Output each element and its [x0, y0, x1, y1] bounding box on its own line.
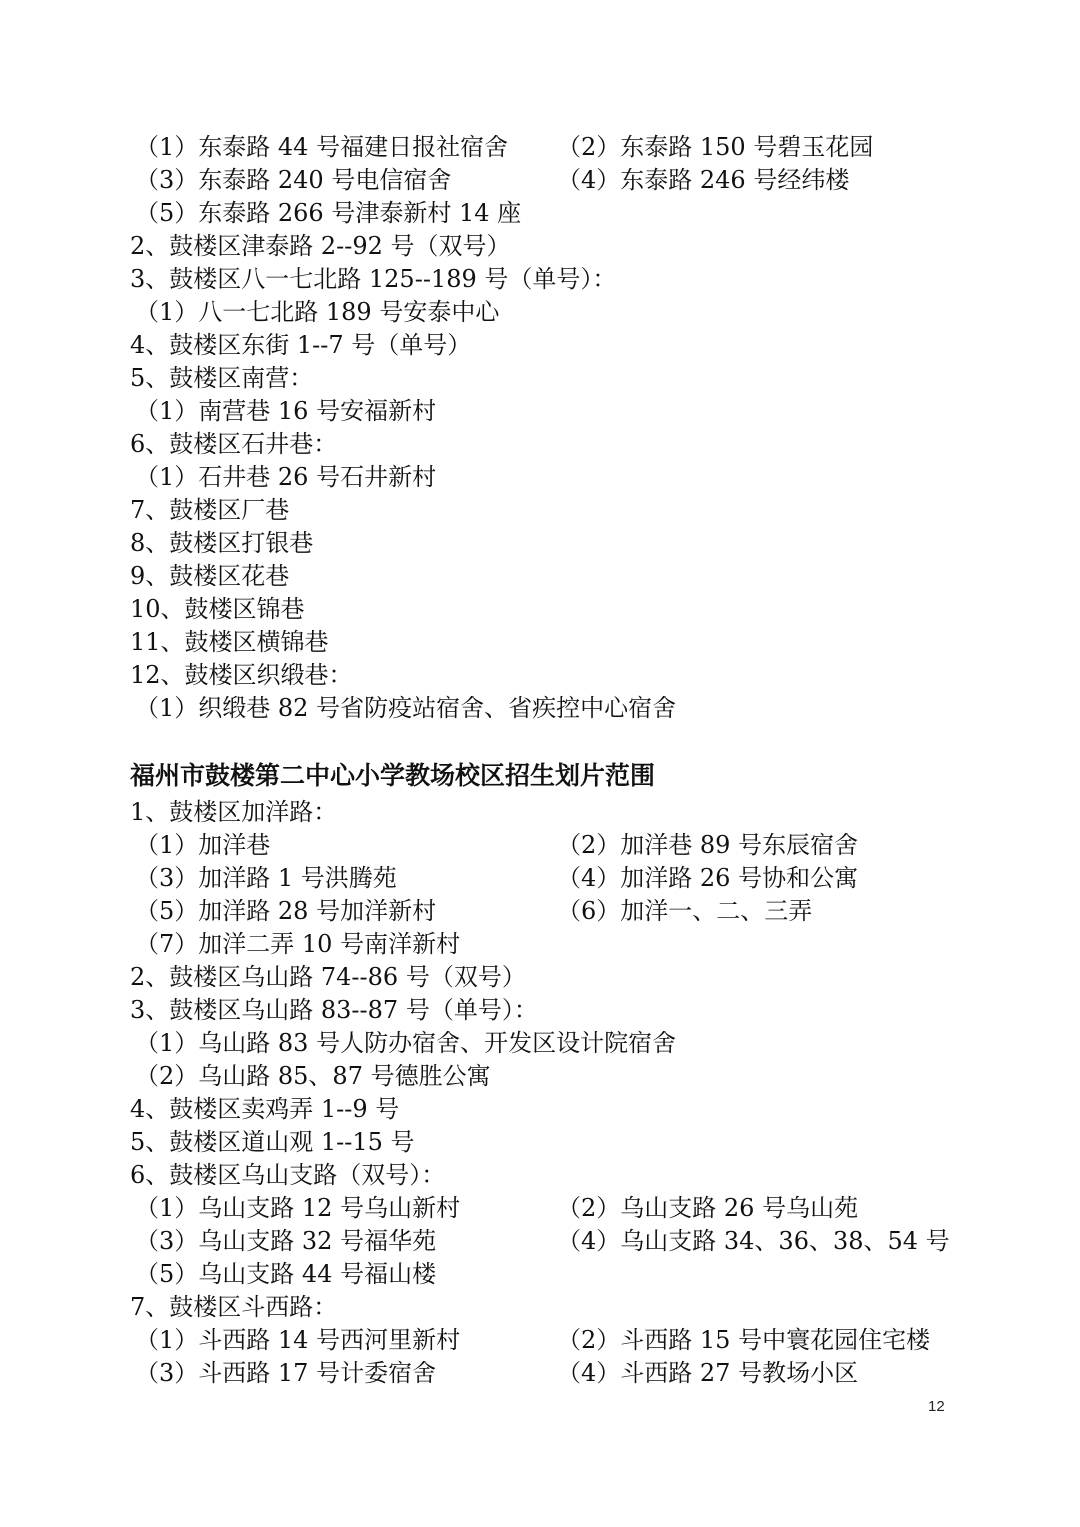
numbered-item: 6、鼓楼区石井巷： — [130, 430, 338, 458]
numbered-item: 4、鼓楼区卖鸡弄 1--9 号 — [130, 1095, 400, 1123]
sub-item: （5）乌山支路 44 号福山楼 — [135, 1260, 437, 1288]
text-line — [0, 296, 1080, 329]
sub-item: （2）乌山支路 26 号乌山苑 — [557, 1194, 859, 1222]
section-title-text: 福州市鼓楼第二中心小学教场校区招生划片范围 — [130, 761, 656, 790]
sub-item: （1）东泰路 44 号福建日报社宿舍 — [135, 133, 509, 161]
section-2-title — [0, 756, 1080, 796]
text-line — [0, 862, 1080, 895]
text-line — [0, 494, 1080, 527]
text-line — [0, 626, 1080, 659]
text-line — [0, 928, 1080, 961]
text-line — [0, 692, 1080, 725]
text-line — [0, 1093, 1080, 1126]
sub-item: （5）东泰路 266 号津泰新村 14 座 — [135, 199, 522, 227]
text-line — [0, 329, 1080, 362]
numbered-item: 8、鼓楼区打银巷 — [130, 529, 314, 557]
text-line — [0, 428, 1080, 461]
text-line — [0, 1258, 1080, 1291]
page-number: 12 — [928, 1398, 945, 1415]
section-1-list — [0, 131, 1080, 725]
sub-item: （2）斗西路 15 号中寰花园住宅楼 — [557, 1326, 931, 1354]
text-line — [0, 829, 1080, 862]
sub-item: （1）石井巷 26 号石井新村 — [135, 463, 437, 491]
sub-item: （1）加洋巷 — [135, 831, 271, 859]
sub-item: （4）东泰路 246 号经纬楼 — [557, 166, 850, 194]
numbered-item: 10、鼓楼区锦巷 — [130, 595, 305, 623]
text-line — [0, 362, 1080, 395]
sub-item: （4）加洋路 26 号协和公寓 — [557, 864, 859, 892]
text-line — [0, 1126, 1080, 1159]
text-line — [0, 164, 1080, 197]
sub-item: （5）加洋路 28 号加洋新村 — [135, 897, 437, 925]
numbered-item: 11、鼓楼区横锦巷 — [130, 628, 329, 656]
sub-item: （2）加洋巷 89 号东辰宿舍 — [557, 831, 859, 859]
text-line — [0, 1357, 1080, 1390]
numbered-item: 12、鼓楼区织缎巷： — [130, 661, 353, 689]
text-line — [0, 1027, 1080, 1060]
section-2-list — [0, 796, 1080, 1390]
numbered-item: 9、鼓楼区花巷 — [130, 562, 290, 590]
sub-item: （2）东泰路 150 号碧玉花园 — [557, 133, 874, 161]
sub-item: （1）斗西路 14 号西河里新村 — [135, 1326, 461, 1354]
sub-item: （1）南营巷 16 号安福新村 — [135, 397, 437, 425]
numbered-item: 3、鼓楼区八一七北路 125--189 号（单号）： — [130, 265, 617, 293]
text-line — [0, 263, 1080, 296]
sub-item: （1）织缎巷 82 号省防疫站宿舍、省疾控中心宿舍 — [135, 694, 677, 722]
text-line — [0, 961, 1080, 994]
sub-item: （3）乌山支路 32 号福华苑 — [135, 1227, 437, 1255]
text-line — [0, 395, 1080, 428]
numbered-item: 4、鼓楼区东街 1--7 号（单号） — [130, 331, 472, 359]
text-line — [0, 131, 1080, 164]
sub-item: （7）加洋二弄 10 号南洋新村 — [135, 930, 461, 958]
numbered-item: 5、鼓楼区南营： — [130, 364, 314, 392]
numbered-item: 6、鼓楼区乌山支路（双号）： — [130, 1161, 446, 1189]
sub-item: （6）加洋一、二、三弄 — [557, 897, 813, 925]
sub-item: （4）斗西路 27 号教场小区 — [557, 1359, 859, 1387]
text-line — [0, 560, 1080, 593]
numbered-item: 1、鼓楼区加洋路： — [130, 798, 338, 826]
text-line — [0, 796, 1080, 829]
sub-item: （3）斗西路 17 号计委宿舍 — [135, 1359, 437, 1387]
text-line — [0, 1159, 1080, 1192]
sub-item: （4）乌山支路 34、36、38、54 号 — [557, 1227, 950, 1255]
numbered-item: 2、鼓楼区津泰路 2--92 号（双号） — [130, 232, 511, 260]
text-line — [0, 197, 1080, 230]
sub-item: （3）加洋路 1 号洪腾苑 — [135, 864, 397, 892]
numbered-item: 2、鼓楼区乌山路 74--86 号（双号） — [130, 963, 526, 991]
sub-item: （2）乌山路 85、87 号德胜公寓 — [135, 1062, 491, 1090]
text-line — [0, 230, 1080, 263]
numbered-item: 5、鼓楼区道山观 1--15 号 — [130, 1128, 415, 1156]
text-line — [0, 1192, 1080, 1225]
text-line — [0, 1324, 1080, 1357]
numbered-item: 7、鼓楼区斗西路： — [130, 1293, 338, 1321]
text-line — [0, 994, 1080, 1027]
text-line — [0, 461, 1080, 494]
section-2 — [0, 756, 1080, 1390]
text-line — [0, 1225, 1080, 1258]
numbered-item: 3、鼓楼区乌山路 83--87 号（单号）： — [130, 996, 538, 1024]
text-line — [0, 1060, 1080, 1093]
text-line — [0, 895, 1080, 928]
sub-item: （1）乌山路 83 号人防办宿舍、开发区设计院宿舍 — [135, 1029, 677, 1057]
text-line — [0, 659, 1080, 692]
sub-item: （1）八一七北路 189 号安泰中心 — [135, 298, 500, 326]
sub-item: （1）乌山支路 12 号乌山新村 — [135, 1194, 461, 1222]
text-line — [0, 527, 1080, 560]
text-line — [0, 1291, 1080, 1324]
sub-item: （3）东泰路 240 号电信宿舍 — [135, 166, 452, 194]
numbered-item: 7、鼓楼区厂巷 — [130, 496, 290, 524]
text-line — [0, 593, 1080, 626]
